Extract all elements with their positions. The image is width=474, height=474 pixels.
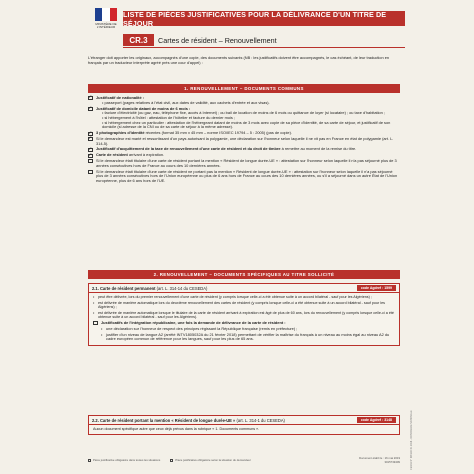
checklist-item bbox=[88, 170, 400, 184]
block-title: 2.1. Carte de résident permanent bbox=[92, 285, 156, 291]
block-heading bbox=[89, 284, 399, 293]
legend-conditional bbox=[170, 456, 251, 464]
block-body bbox=[89, 293, 399, 345]
checklist-item bbox=[88, 107, 400, 131]
block-body bbox=[89, 425, 399, 434]
document-date: Document établi le : 16 mai 2019 bbox=[359, 456, 400, 460]
block-reference: (art. L. 314-1 du CESEDA) bbox=[235, 417, 285, 423]
long-term-resident-block bbox=[88, 415, 400, 435]
bullet-icon: • bbox=[93, 295, 95, 299]
bullet-icon: • bbox=[101, 331, 103, 337]
item-title: 3 photographies d'identité bbox=[96, 130, 145, 136]
item-text bbox=[96, 137, 400, 146]
bullet-text: peut être délivrée, lors du premier renouvellement d'une carte de résident (y compris lorsque celle-ci a été obtenue suite à un accord bilatéral - sauf pour les Algériens) ; bbox=[98, 295, 372, 299]
bullet-text: est délivrée de manière automatique lorsque le titulaire de la carte de résident arrivant à expiration est âgé de plus de 60 ans, lors du renouvellement (y compris lorsque celle-ci a été obtenue suite à un accord bilatéral - sauf pour les Algériens). bbox=[98, 310, 394, 320]
item-subpoint: • si hébergement à l'hôtel : attestation de l'hôtelier et facture du dernier mois ; bbox=[102, 114, 236, 120]
document-title: LISTE DE PIÈCES JUSTIFICATIVES POUR LA DÉLIVRANCE D'UN TITRE DE SÉJOUR bbox=[123, 11, 405, 26]
item-text: une déclaration sur l'honneur de respect des principes régissant la République française (remis en préfecture) ; bbox=[106, 325, 298, 331]
bullet-icon: • bbox=[93, 300, 95, 305]
document-number: 3015739409 bbox=[384, 460, 400, 464]
checkbox-icon bbox=[88, 459, 91, 462]
checklist-item bbox=[101, 333, 395, 342]
side-reference-note: CERFA N° 09FEDI 01 2018 - IMPRIMERIE NATIONALE bbox=[410, 410, 413, 470]
item-title: Justificatif de domicile datant de moins de 6 mois : bbox=[96, 105, 191, 111]
divider bbox=[123, 47, 405, 48]
document-subtitle: Cartes de résident – Renouvellement bbox=[158, 35, 277, 45]
bullet-item bbox=[93, 311, 395, 320]
item-description: Si le demandeur était titulaire d'une carte de résident ne portant pas la mention « Résident de longue durée-UE » : attestation sur l'honneur selon laquelle il n'a pas séjourné plus de 3 années consécutives hors de l'Union européenne ou plus de 6 ans hors de France au cours des 10 dernières années, ou s'il a séjourné dans un autre État de l'Union européenne, plus de 6 ans hors de l'UE. bbox=[96, 168, 398, 183]
block-reference: (art. L. 314-14 du CESEDA) bbox=[155, 285, 208, 291]
block-heading bbox=[89, 416, 399, 425]
checklist-item bbox=[101, 327, 395, 332]
checkbox-icon[interactable] bbox=[88, 170, 93, 174]
permanent-resident-block bbox=[88, 283, 400, 346]
legend-label: Pièce justificative obligatoire dans toutes les situations bbox=[93, 458, 161, 462]
item-description: arrivant à expiration. bbox=[127, 152, 165, 158]
item-title: Justificatif d'acquittement de la taxe de renouvellement d'une carte de résident et du droit de timbre bbox=[96, 146, 281, 152]
checkbox-icon[interactable] bbox=[88, 159, 93, 163]
agdref-code: code Agdref : 3148 bbox=[357, 417, 396, 423]
item-description: récentes (format 35 mm x 45 mm – norme ISO/IEC 19794 – 5 : 2005) (pas de copie). bbox=[144, 130, 292, 136]
checklist-item bbox=[88, 159, 400, 168]
checked-checkbox-icon[interactable] bbox=[88, 107, 93, 111]
item-title: Carte de résident bbox=[96, 152, 128, 158]
block-title: 2.2. Carte de résident portant la mention « Résident de longue durée-UE » bbox=[92, 417, 236, 423]
item-text: justifier d'un niveau de langue A2 (arrêté INTV1805032A du 21 février 2018) permettant de vérifier la maîtrise du français à un niveau au moins égal au niveau A2 du cadre européen commun de référence pour les langues, sauf pour les plus de 65 ans. bbox=[106, 331, 390, 342]
section-specific-heading: 2. RENOUVELLEMENT – DOCUMENTS SPÉCIFIQUES AU TITRE SOLLICITÉ bbox=[88, 270, 400, 279]
item-subpoint: • facture d'électricité (ou gaz, eau, téléphone fixe, accès à Internet) ; ou bail de location de moins de 6 mois ou quittance de loyer (si locataire) ; ou taxe d'habitation ; bbox=[102, 110, 385, 116]
item-description: Si le demandeur était titulaire d'une carte de résident portant la mention « Résident de longue durée-UE » : attestation sur l'honneur selon laquelle il n'a pas séjourné plus de 3 années consécutives hors de France au cours des 10 dernières années. bbox=[96, 158, 397, 168]
item-text bbox=[96, 170, 400, 184]
section-common-heading: 1. RENOUVELLEMENT – DOCUMENTS COMMUNS bbox=[88, 84, 400, 93]
legend-mandatory bbox=[88, 456, 160, 464]
bullet-item bbox=[93, 301, 395, 310]
checked-checkbox-icon[interactable] bbox=[88, 154, 93, 158]
item-text bbox=[96, 159, 400, 168]
page-footer bbox=[88, 456, 400, 464]
checkbox-icon bbox=[170, 459, 173, 462]
checked-checkbox-icon[interactable] bbox=[88, 96, 93, 100]
bullet-item bbox=[93, 295, 395, 300]
item-text bbox=[96, 96, 400, 105]
checkbox-icon[interactable] bbox=[93, 321, 98, 325]
item-description: Si le demandeur est marié et ressortissant d'un pays autorisant la polygamie, une déclaration sur l'honneur selon laquelle il ne vit pas en France en état de polygamie (art. L. 314-5). bbox=[96, 135, 394, 146]
checklist-item bbox=[88, 137, 400, 146]
intro-paragraph: L'étranger doit apporter les originaux, accompagnés d'une copie, des documents suivants (NB : les justificatifs doivent être accompagnés, le cas échéant, de leur traduction en français par un traducteur interprète agréé près une cour d'appel) : bbox=[88, 55, 390, 65]
bullet-icon: • bbox=[101, 325, 103, 331]
logo-text: MINISTÈRE DE L'INTÉRIEUR bbox=[95, 22, 117, 30]
checklist-item bbox=[88, 96, 400, 105]
agdref-code: code Agdref : 1599 bbox=[357, 285, 396, 291]
item-description: à remettre au moment de la remise du titre. bbox=[280, 146, 357, 152]
checked-checkbox-icon[interactable] bbox=[88, 137, 93, 141]
bullet-text: est délivrée de manière automatique lors du deuxième renouvellement des cartes de résident (y compris lorsque celle-ci a été obtenue suite à un accord bilatéral - sauf pour les Algériens) ; bbox=[98, 300, 385, 310]
item-title: Justificatif de nationalité : bbox=[96, 95, 144, 100]
item-subpoint: • passeport (pages relatives à l'état civil, aux dates de validité, aux cachets d'entrée et aux visas). bbox=[102, 99, 270, 105]
ministry-logo bbox=[94, 8, 118, 42]
bullet-icon: • bbox=[93, 310, 95, 315]
checklist-item bbox=[93, 321, 395, 326]
item-text bbox=[96, 107, 400, 131]
item-subpoint: • si hébergement chez un particulier : attestation de l'hébergeant datant de moins de 3 mois avec copie de sa pièce d'identité, de sa carte de séjour, et justificatif de son domicile (si adresse de la CNI ou de sa carte de séjour à la même adresse). bbox=[102, 119, 391, 130]
item-text: Justificatifs de l'intégration républicaine, une fois la demande de délivrance de la carte de résident : bbox=[101, 319, 286, 325]
common-documents-list bbox=[88, 96, 400, 185]
legend-label: Pièce justificative obligatoire selon la situation du demandeur bbox=[175, 458, 251, 462]
flag-icon bbox=[95, 8, 117, 21]
block-text: Aucun document spécifique autre que ceux déjà prévus dans la rubrique « 1. Documents communs ». bbox=[93, 427, 260, 431]
form-code: CR.3 bbox=[123, 34, 154, 46]
